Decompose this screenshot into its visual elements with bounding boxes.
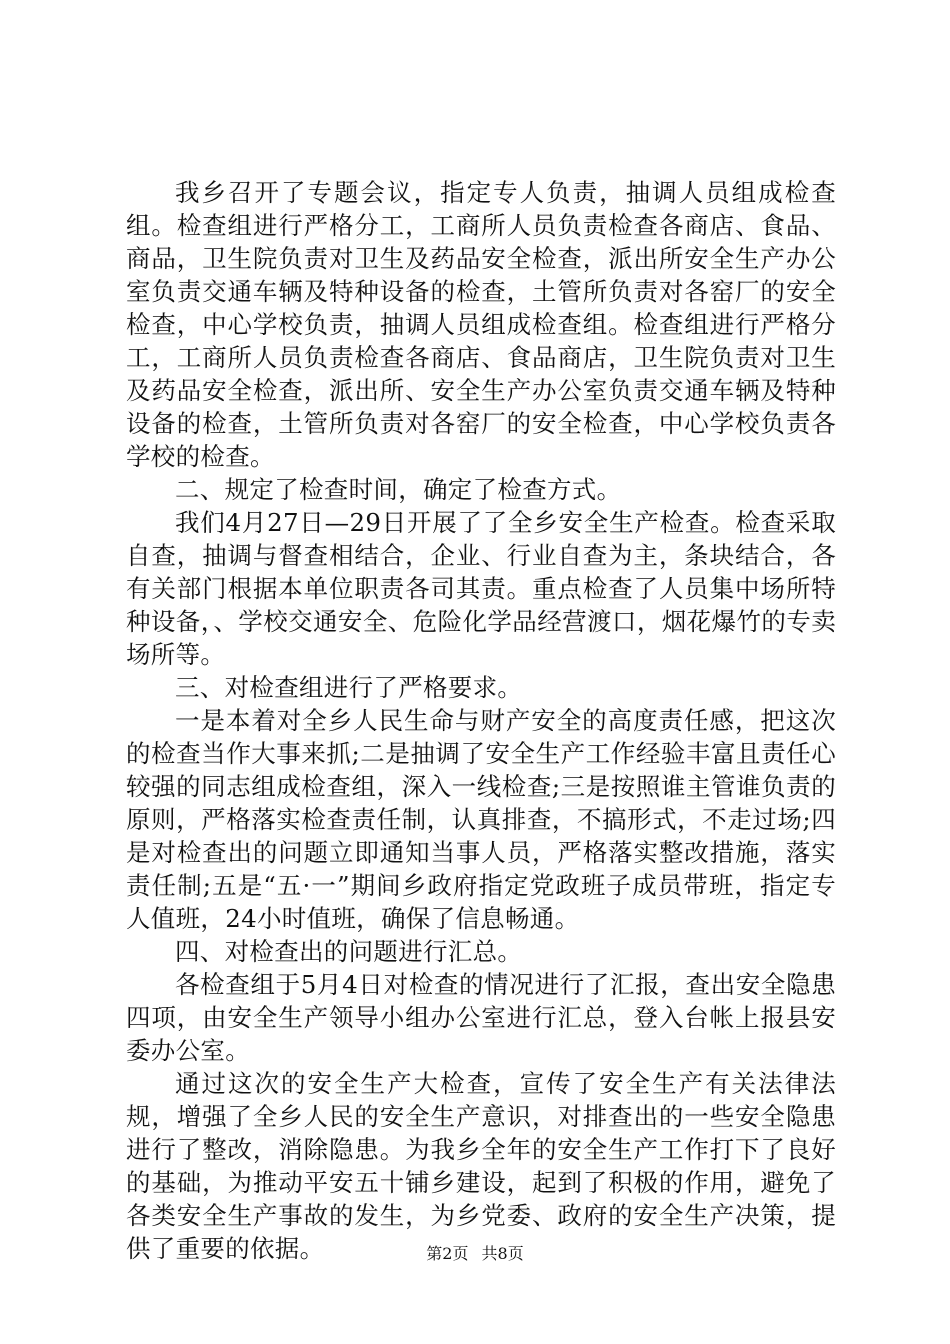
paragraph-3: 我们4月27日—29日开展了了全乡安全生产检查。检查采取自查，抽调与督查相结合，企业、行业自查为主，条块结合，各有关部门根据本单位职责各司其责。重点检查了人员集中场所特种设备，、学校交通安全、危险化学品经营渡口，烟花爆竹的专卖场所等。 bbox=[126, 508, 836, 669]
paragraph-5: 一是本着对全乡人民生命与财产安全的高度责任感，把这次的检查当作大事来抓;二是抽调了安全生产工作经验丰富且责任心较强的同志组成检查组，深入一线检查;三是按照谁主管谁负责的原则，严格落实检查责任制，认真排查，不搞形式，不走过场;四是对检查出的问题立即通知当事人员，严格落实整改措施，落实责任制;五是“五·一”期间乡政府指定党政班子成员带班，指定专人值班，24小时值班，确保了信息畅通。 bbox=[126, 706, 836, 933]
paragraph-1: 我乡召开了专题会议，指定专人负责，抽调人员组成检查组。检查组进行严格分工，工商所人员负责检查各商店、食品、商品，卫生院负责对卫生及药品安全检查，派出所安全生产办公室负责交通车辆及特种设备的检查，土管所负责对各窑厂的安全检查，中心学校负责，抽调人员组成检查组。检查组进行严格分工，工商所人员负责检查各商店、食品商店，卫生院负责对卫生及药品安全检查，派出所、安全生产办公室负责交通车辆及特种设备的检查，土管所负责对各窑厂的安全检查，中心学校负责各学校的检查。 bbox=[126, 178, 836, 471]
page-footer bbox=[0, 1244, 950, 1264]
section-heading-4: 四、对检查出的问题进行汇总。 bbox=[175, 937, 523, 966]
section-heading-3: 三、对检查组进行了严格要求。 bbox=[175, 673, 523, 702]
document-body bbox=[126, 176, 836, 1265]
page-number: 第2页 bbox=[426, 1244, 469, 1263]
paragraph-8: 通过这次的安全生产大检查，宣传了安全生产有关法律法规，增强了全乡人民的安全生产意识，对排查出的一些安全隐患进行了整改，消除隐患。为我乡全年的安全生产工作打下了良好的基础，为推动平安五十铺乡建设，起到了积极的作用，避免了各类安全生产事故的发生，为乡党委、政府的安全生产决策，提供了重要的依据。 bbox=[126, 1069, 836, 1263]
section-heading-2: 二、规定了检查时间，确定了检查方式。 bbox=[175, 475, 622, 504]
paragraph-7: 各检查组于5月4日对检查的情况进行了汇报，查出安全隐患四项，由安全生产领导小组办公室进行汇总，登入台帐上报县安委办公室。 bbox=[126, 970, 836, 1065]
page-total: 共8页 bbox=[481, 1244, 524, 1263]
